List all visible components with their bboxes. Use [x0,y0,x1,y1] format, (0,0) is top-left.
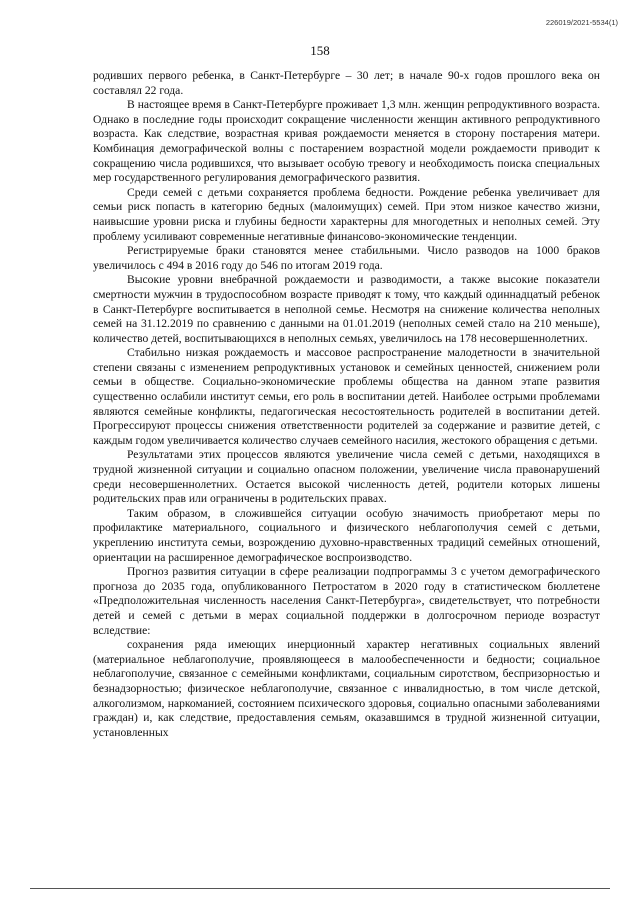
paragraph: Высокие уровни внебрачной рождаемости и разводимости, а также высокие показатели смертности мужчин в трудоспособном возрасте приводят к тому, что каждый одиннадцатый ребенок в Санкт-Петербурге воспитывается в неполной семье. Несмотря на снижение количества неполных семей на 31.12.2019 по сравнению с данными на 01.01.2019 (неполных семей стало на 210 меньше), количество детей, воспитывающихся в неполных семьях, увеличилось на 178 несовершеннолетних. [93,273,600,345]
paragraph: Таким образом, в сложившейся ситуации особую значимость приобретают меры по профилактике материального, социального и физического неблагополучия семей с детьми, укреплению института семьи, возрождению духовно-нравственных традиций семейных отношений, ориентации на расширенное демографическое воспроизводство. [93,506,600,564]
paragraph: родивших первого ребенка, в Санкт-Петербурге – 30 лет; в начале 90-х годов прошлого века он составлял 22 года. [93,69,600,97]
document-body [93,69,600,740]
paragraph: Регистрируемые браки становятся менее стабильными. Число разводов на 1000 браков увеличилось с 494 в 2016 году до 546 по итогам 2019 года. [93,244,600,272]
paragraph: Прогноз развития ситуации в сфере реализации подпрограммы 3 с учетом демографического прогноза до 2035 года, опубликованного Петростатом в 2020 году в статистическом бюллетене «Предположительная численность населения Санкт-Петербурга», свидетельствует, что потребности детей и семей с детьми в мерах социальной поддержки в долгосрочном периоде возрастут вследствие: [93,565,600,637]
paragraph: сохранения ряда имеющих инерционный характер негативных социальных явлений (материальное неблагополучие, проявляющееся в малообеспеченности и бедности; социальное неблагополучие, связанное с семейными конфликтами, социальным сиротством, беспризорностью и безнадзорностью; физическое неблагополучие, связанное с инвалидностью, в том числе детской, алкоголизмом, наркоманией, состоянием психического здоровья, социально опасными заболеваниями граждан) и, как следствие, предоставления семьям, оказавшимся в трудной жизненной ситуации, установленных [93,638,600,739]
page-bottom-divider [30,888,610,889]
paragraph: Стабильно низкая рождаемость и массовое распространение малодетности в значительной степени связаны с изменением репродуктивных установок и семейных ценностей, снижением роли семьи в обществе. Социально-экономические проблемы общества на данном этапе развития существенно ослабили институт семьи, его роль в воспитании детей. Наиболее острыми проблемами являются семейные конфликты, педагогическая несостоятельность родителей в воспитании детей. Прогрессируют процессы снижения ответственности родителей за содержание и развитие детей, с каждым годом увеличивается количество случаев семейного насилия, жестокого обращения с детьми. [93,346,600,447]
paragraph: Результатами этих процессов являются увеличение числа семей с детьми, находящихся в трудной жизненной ситуации и социально опасном положении, увеличение числа правонарушений среди несовершеннолетних. Остается высокой численность детей, родители которых лишены родительских прав или ограничены в родительских правах. [93,448,600,506]
page-number: 158 [310,43,330,58]
paragraph: В настоящее время в Санкт-Петербурге проживает 1,3 млн. женщин репродуктивного возраста. Однако в последние годы происходит сокращение численности женщин активного репродуктивного возраста. Как следствие, возрастная кривая рождаемости меняется в сторону постарения матери. Комбинация демографической волны с постарением возрастной модели рождаемости приводит к сокращению числа родившихся, что вызывает особую тревогу и необходимость поиска специальных мер государственного регулирования демографического развития. [93,98,600,185]
paragraph: Среди семей с детьми сохраняется проблема бедности. Рождение ребенка увеличивает для семьи риск попасть в категорию бедных (малоимущих) семей. При этом низкое качество жизни, наивысшие уровни риска и глубины бедности характерны для многодетных и неполных семей. Эту проблему усиливают современные негативные финансово-экономические тенденции. [93,185,600,243]
document-id: 226019/2021-5534(1) [545,18,618,27]
